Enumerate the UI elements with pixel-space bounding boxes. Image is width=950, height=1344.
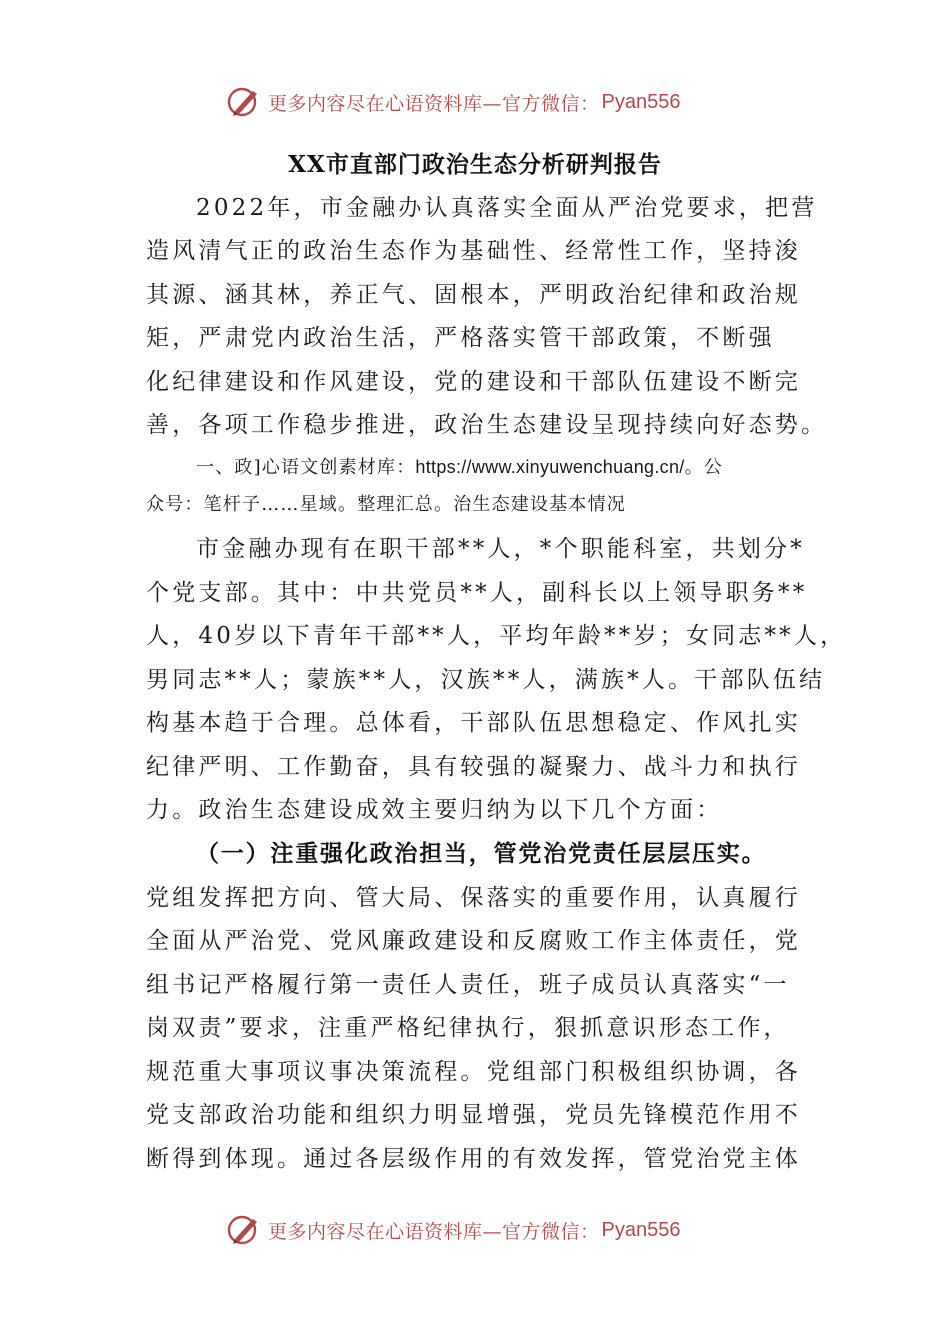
pen-logo-icon [226, 1212, 262, 1248]
banner-text: 更多内容尽在心语资料库—官方微信： [268, 92, 600, 115]
footer-banner [226, 1208, 680, 1252]
pen-logo-icon [226, 84, 262, 120]
body-line: 岗双责”要求，注重严格纪律执行，狠抓意识形态工作， [146, 1015, 790, 1041]
staff-line: 力。政治生态建设成效主要归纳为以下几个方面： [146, 797, 723, 823]
staff-line: 市金融办现有在职干部**人，*个职能科室，共划分* [196, 536, 805, 562]
intro-line: 化纪律建设和作风建设，党的建设和干部队伍建设不断完 [146, 369, 801, 395]
staff-line: 纪律严明、工作勤奋，具有较强的凝聚力、战斗力和执行 [146, 754, 801, 780]
body-line: 断得到体现。通过各层级作用的有效发挥，管党治党主体 [146, 1146, 801, 1172]
body-line: 规范重大事项议事决策流程。党组部门积极组织协调，各 [146, 1059, 801, 1085]
section-heading-line: 众号：笔杆子……星域。整理汇总。治生态建设基本情况 [146, 494, 626, 515]
staff-line: 构基本趋于合理。总体看，干部队伍思想稳定、作风扎实 [146, 710, 801, 736]
section-heading-line [196, 453, 723, 479]
intro-line: 造风清气正的政治生态作为基础性、经常性工作，坚持浚 [146, 238, 801, 264]
intro-line: 善，各项工作稳步推进，政治生态建设呈现持续向好态势。 [146, 412, 828, 438]
banner-wechat-id: Pyan556 [601, 1218, 681, 1241]
page-title: XX市直部门政治生态分析研判报告 [288, 151, 662, 178]
section-heading-prefix: 一、政]心语文创素材库： [196, 457, 416, 478]
intro-line: 矩，严肃党内政治生活，严格落实管干部政策，不断强 [146, 325, 775, 351]
intro-line: 2022年，市金融办认真落实全面从严治党要求，把营 [196, 195, 818, 221]
subheading: （一）注重强化政治担当，管党治党责任层层压实。 [196, 840, 767, 867]
source-url: https://www.xinyuwenchuang.cn/ [415, 457, 685, 477]
body-line: 党支部政治功能和组织力明显增强，党员先锋模范作用不 [146, 1102, 801, 1128]
body-line: 党组发挥把方向、管大局、保落实的重要作用，认真履行 [146, 885, 801, 911]
body-line: 组书记严格履行第一责任人责任，班子成员认真落实“一 [146, 972, 790, 998]
staff-line: 个党支部。其中：中共党员**人，副科长以上领导职务** [146, 580, 808, 606]
staff-line: 男同志**人；蒙族**人，汉族**人，满族*人。干部队伍结 [146, 667, 826, 693]
banner-wechat-id: Pyan556 [601, 90, 681, 113]
intro-line: 其源、涵其林，养正气、固根本，严明政治纪律和政治规 [146, 282, 801, 308]
staff-line: 人，40岁以下青年干部**人，平均年龄**岁；女同志**人， [146, 623, 847, 649]
body-line: 全面从严治党、党风廉政建设和反腐败工作主体责任，党 [146, 928, 801, 954]
section-heading-suffix: 。公 [684, 457, 723, 478]
banner-text: 更多内容尽在心语资料库—官方微信： [268, 1220, 600, 1243]
header-banner [226, 80, 680, 124]
